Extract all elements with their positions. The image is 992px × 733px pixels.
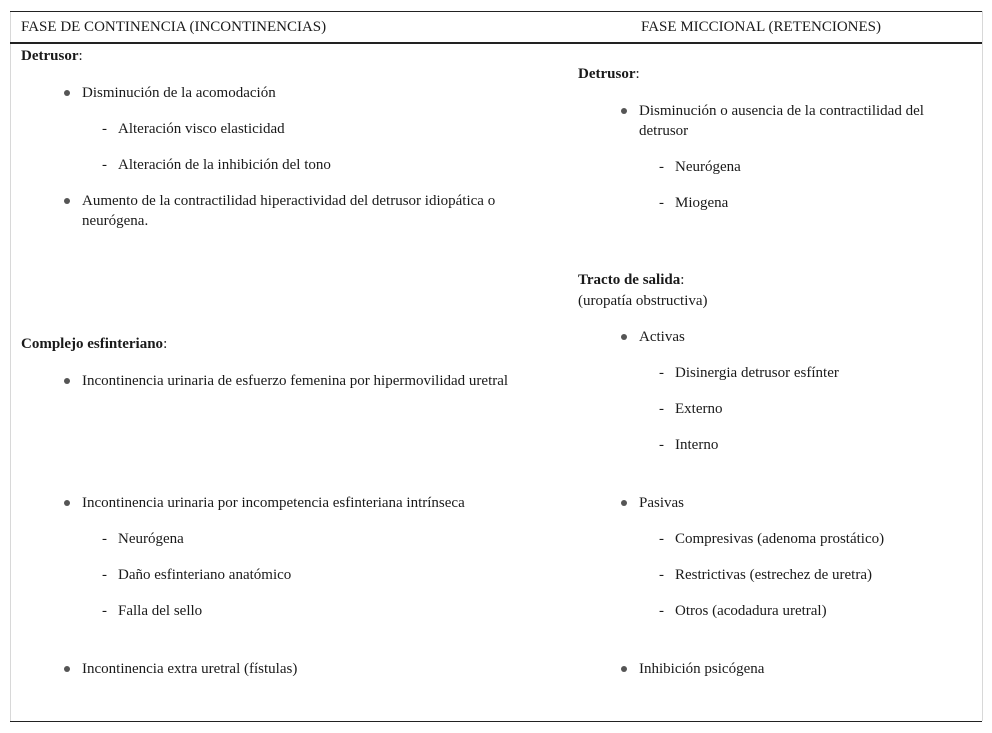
section-subtitle-tracto: (uropatía obstructiva)	[578, 293, 708, 309]
dash-icon: -	[659, 567, 664, 583]
section-title-detrusor-left: Detrusor:	[21, 48, 83, 64]
dash-icon: -	[659, 401, 664, 417]
list-item: Disminución de la acomodación	[82, 85, 276, 101]
sub-list-item: Externo	[675, 401, 723, 417]
header-rule	[10, 42, 982, 44]
table-bottom-rule	[10, 721, 982, 722]
table-top-rule	[10, 11, 982, 12]
list-item: Activas	[639, 329, 685, 345]
sub-list-item: Otros (acodadura uretral)	[675, 603, 827, 619]
column-header-left: FASE DE CONTINENCIA (INCONTINENCIAS)	[21, 19, 327, 35]
sub-list-item: Miogena	[675, 195, 729, 211]
bullet-icon	[64, 90, 70, 96]
list-item: Aumento de la contractilidad hiperactividad del detrusor idiopática o neurógena.	[82, 193, 496, 229]
list-item: Inhibición psicógena	[639, 661, 765, 677]
section-title-detrusor-right: Detrusor:	[578, 66, 640, 82]
dash-icon: -	[102, 603, 107, 619]
list-item: Pasivas	[639, 495, 684, 511]
dash-icon: -	[102, 567, 107, 583]
bullet-icon	[64, 666, 70, 672]
dash-icon: -	[659, 531, 664, 547]
sub-list-item: Neurógena	[118, 531, 184, 547]
list-item: Incontinencia extra uretral (fístulas)	[82, 661, 298, 677]
dash-icon: -	[659, 437, 664, 453]
dash-icon: -	[659, 159, 664, 175]
sub-list-item: Interno	[675, 437, 719, 453]
sub-list-item: Daño esfinteriano anatómico	[118, 567, 292, 583]
column-header-right: FASE MICCIONAL (RETENCIONES)	[641, 19, 881, 35]
dash-icon: -	[102, 531, 107, 547]
dash-icon: -	[102, 121, 107, 137]
bullet-icon	[621, 500, 627, 506]
dash-icon: -	[659, 195, 664, 211]
dash-icon: -	[659, 603, 664, 619]
sub-list-item: Compresivas (adenoma prostático)	[675, 531, 885, 547]
list-item: Incontinencia urinaria por incompetencia esfinteriana intrínseca	[82, 495, 465, 511]
section-title-tracto: Tracto de salida:	[578, 272, 685, 288]
list-item: Incontinencia urinaria de esfuerzo femenina por hipermovilidad uretral	[82, 373, 509, 389]
dash-icon: -	[102, 157, 107, 173]
bullet-icon	[621, 108, 627, 114]
sub-list-item: Restrictivas (estrechez de uretra)	[675, 567, 872, 583]
bullet-icon	[64, 198, 70, 204]
list-item: Disminución o ausencia de la contractilidad del detrusor	[639, 103, 924, 139]
sub-list-item: Falla del sello	[118, 603, 203, 619]
dash-icon: -	[659, 365, 664, 381]
sub-list-item: Neurógena	[675, 159, 741, 175]
bullet-icon	[621, 666, 627, 672]
bullet-icon	[64, 500, 70, 506]
sub-list-item: Disinergia detrusor esfínter	[675, 365, 839, 381]
bullet-icon	[64, 378, 70, 384]
sub-list-item: Alteración visco elasticidad	[118, 121, 285, 137]
sub-list-item: Alteración de la inhibición del tono	[118, 157, 331, 173]
section-title-complejo: Complejo esfinteriano:	[21, 336, 168, 352]
bullet-icon	[621, 334, 627, 340]
